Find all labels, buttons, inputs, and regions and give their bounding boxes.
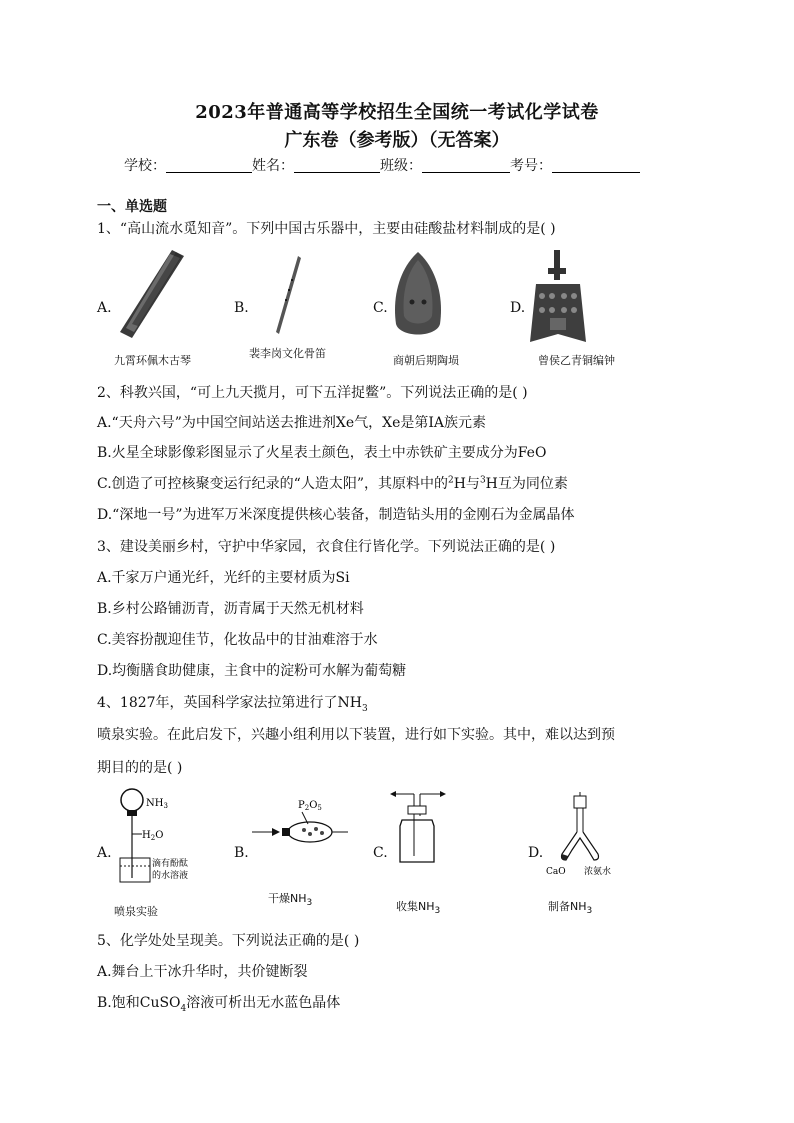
y-tube-apparatus-image xyxy=(540,790,620,880)
fountain-apparatus-image xyxy=(112,786,202,886)
q4-caption-c: 收集$NH_3$ xyxy=(396,900,441,917)
q2-option-a: A.“天舟六号”为中国空间站送去推进剂Xe气，Xe是第IA族元素 xyxy=(97,415,487,431)
svg-text:浓氨水: 浓氨水 xyxy=(584,867,612,877)
q2-option-c: C.创造了可控核聚变运行纪录的“人造太阳”，其原料中的$^2$H与$^3$H互为同位素 xyxy=(97,475,568,492)
q4-caption-d: 制备$NH_3$ xyxy=(548,900,593,917)
q3-option-b: B.乡村公路铺沥青，沥青属于天然无机材料 xyxy=(97,601,364,617)
svg-text:H2O: $H_2O$ xyxy=(142,830,164,842)
q4-stem-line1: 4、1827年，英国科学家法拉第进行了$NH_3$ xyxy=(97,695,368,714)
q4-option-c-letter: C. xyxy=(373,845,388,861)
q1-option-a-letter: A. xyxy=(97,300,112,316)
q1-option-c-letter: C. xyxy=(373,300,388,316)
section-heading: 一、单选题 xyxy=(97,199,167,215)
clay-xun-image xyxy=(392,250,444,342)
q1-option-b-letter: B. xyxy=(234,300,249,316)
q5-stem: 5、化学处处呈现美。下列说法正确的是( ) xyxy=(97,933,360,949)
class-label: 班级： xyxy=(380,158,422,174)
q1-caption-a: 九霄环佩木古琴 xyxy=(114,354,191,367)
drying-tube-image xyxy=(252,794,352,854)
q4-option-b-letter: B. xyxy=(234,845,249,861)
q1-option-d-letter: D. xyxy=(510,300,526,316)
id-label: 考号： xyxy=(510,158,552,174)
svg-text:滴有酚酞: 滴有酚酞 xyxy=(152,859,189,869)
q5-option-a: A.舞台上干冰升华时，共价键断裂 xyxy=(97,964,308,980)
exam-subtitle: 广东卷（参考版）（无答案） xyxy=(284,130,510,151)
svg-text:的水溶液: 的水溶液 xyxy=(152,871,189,881)
q1-caption-c: 商朝后期陶埙 xyxy=(393,354,459,367)
student-info-row xyxy=(124,155,640,175)
q2-stem: 2、科教兴国，“可上九天揽月，可下五洋捉鳖”。下列说法正确的是( ) xyxy=(97,385,528,401)
guqin-image xyxy=(110,246,190,346)
q4-option-a-letter: A. xyxy=(97,845,112,861)
q1-caption-d: 曾侯乙青铜编钟 xyxy=(538,354,615,367)
q3-option-a: A.千家万户通光纤，光纤的主要材质为Si xyxy=(97,570,350,586)
q4-stem-line3: 期目的的是( ) xyxy=(97,760,183,776)
q5-option-b: B.饱和CuSO$_4$溶液可析出无水蓝色晶体 xyxy=(97,995,341,1014)
q4-caption-b: 干燥$NH_3$ xyxy=(268,892,313,909)
bone-flute-image xyxy=(270,254,310,338)
id-blank[interactable] xyxy=(552,158,640,173)
q4-caption-a: 喷泉实验 xyxy=(114,905,158,918)
school-blank[interactable] xyxy=(166,158,252,173)
q3-option-c: C.美容扮靓迎佳节，化妆品中的甘油难溶于水 xyxy=(97,632,378,648)
q1-stem: 1、“高山流水觅知音”。下列中国古乐器中，主要由硅酸盐材料制成的是( ) xyxy=(97,221,556,237)
gas-collection-bottle-image xyxy=(388,786,448,866)
name-label: 姓名： xyxy=(252,158,294,174)
q1-caption-b: 裴李岗文化骨笛 xyxy=(249,347,326,360)
exam-title: 2023年普通高等学校招生全国统一考试化学试卷 xyxy=(195,102,599,123)
q4-option-d-letter: D. xyxy=(528,845,544,861)
q2-option-d: D.“深地一号”为进军万米深度提供核心装备，制造钻头用的金刚石为金属晶体 xyxy=(97,507,575,523)
name-blank[interactable] xyxy=(294,158,380,173)
q4-stem-line2: 喷泉实验。在此启发下，兴趣小组利用以下装置，进行如下实验。其中，难以达到预 xyxy=(97,727,615,743)
q3-option-d: D.均衡膳食助健康，主食中的淀粉可水解为葡萄糖 xyxy=(97,663,407,679)
svg-text:P2O5: $P_2O_5$ xyxy=(298,800,322,812)
class-blank[interactable] xyxy=(422,158,510,173)
q2-option-b: B.火星全球影像彩图显示了火星表土颜色，表土中赤铁矿主要成分为FeO xyxy=(97,445,547,461)
bronze-bell-image xyxy=(526,248,590,346)
svg-text:CaO: CaO xyxy=(546,867,566,877)
school-label: 学校： xyxy=(124,158,166,174)
q3-stem: 3、建设美丽乡村，守护中华家园，衣食住行皆化学。下列说法正确的是( ) xyxy=(97,539,556,555)
svg-text:NH3: $NH_3$ xyxy=(146,798,168,810)
